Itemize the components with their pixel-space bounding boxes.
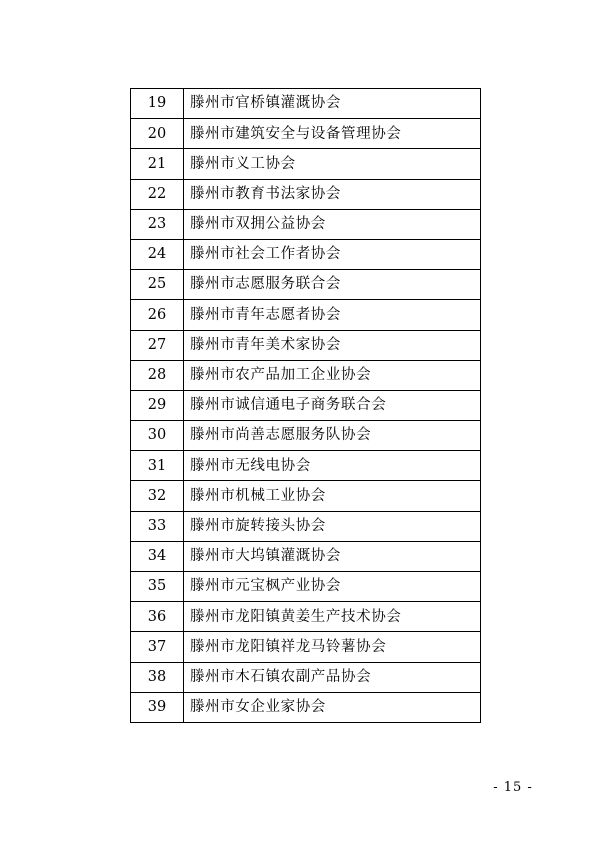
row-number-cell: 30 <box>131 421 184 451</box>
row-number-cell: 24 <box>131 239 184 269</box>
row-number-cell: 21 <box>131 149 184 179</box>
association-name-cell: 滕州市农产品加工企业协会 <box>184 360 481 390</box>
row-number-cell: 34 <box>131 541 184 571</box>
row-number-cell: 33 <box>131 511 184 541</box>
table-row <box>131 270 481 300</box>
table-row <box>131 179 481 209</box>
association-name-cell: 滕州市义工协会 <box>184 149 481 179</box>
table-row <box>131 421 481 451</box>
table-row <box>131 662 481 692</box>
association-name-cell: 滕州市青年美术家协会 <box>184 330 481 360</box>
association-table-body <box>131 89 481 723</box>
table-row <box>131 360 481 390</box>
page-number: - 15 - <box>493 780 533 795</box>
association-name-cell: 滕州市大坞镇灌溉协会 <box>184 541 481 571</box>
row-number-cell: 23 <box>131 209 184 239</box>
row-number-cell: 36 <box>131 602 184 632</box>
table-row <box>131 572 481 602</box>
association-name-cell: 滕州市龙阳镇祥龙马铃薯协会 <box>184 632 481 662</box>
row-number-cell: 32 <box>131 481 184 511</box>
row-number-cell: 25 <box>131 270 184 300</box>
association-name-cell: 滕州市教育书法家协会 <box>184 179 481 209</box>
row-number-cell: 20 <box>131 119 184 149</box>
table-row <box>131 541 481 571</box>
association-name-cell: 滕州市志愿服务联合会 <box>184 270 481 300</box>
association-name-cell: 滕州市建筑安全与设备管理协会 <box>184 119 481 149</box>
row-number-cell: 39 <box>131 692 184 722</box>
table-row <box>131 632 481 662</box>
association-name-cell: 滕州市尚善志愿服务队协会 <box>184 421 481 451</box>
row-number-cell: 22 <box>131 179 184 209</box>
row-number-cell: 28 <box>131 360 184 390</box>
association-name-cell: 滕州市诚信通电子商务联合会 <box>184 390 481 420</box>
row-number-cell: 38 <box>131 662 184 692</box>
table-row <box>131 511 481 541</box>
association-name-cell: 滕州市青年志愿者协会 <box>184 300 481 330</box>
row-number-cell: 37 <box>131 632 184 662</box>
association-name-cell: 滕州市机械工业协会 <box>184 481 481 511</box>
association-name-cell: 滕州市元宝枫产业协会 <box>184 572 481 602</box>
table-row <box>131 481 481 511</box>
table-row <box>131 451 481 481</box>
row-number-cell: 29 <box>131 390 184 420</box>
association-name-cell: 滕州市双拥公益协会 <box>184 209 481 239</box>
table-row <box>131 89 481 119</box>
table-row <box>131 602 481 632</box>
association-name-cell: 滕州市社会工作者协会 <box>184 239 481 269</box>
row-number-cell: 26 <box>131 300 184 330</box>
association-name-cell: 滕州市女企业家协会 <box>184 692 481 722</box>
row-number-cell: 27 <box>131 330 184 360</box>
row-number-cell: 31 <box>131 451 184 481</box>
association-name-cell: 滕州市旋转接头协会 <box>184 511 481 541</box>
table-row <box>131 149 481 179</box>
table-row <box>131 209 481 239</box>
row-number-cell: 35 <box>131 572 184 602</box>
table-row <box>131 239 481 269</box>
row-number-cell: 19 <box>131 89 184 119</box>
table-row <box>131 390 481 420</box>
table-row <box>131 330 481 360</box>
table-row <box>131 119 481 149</box>
association-name-cell: 滕州市无线电协会 <box>184 451 481 481</box>
table-row <box>131 300 481 330</box>
association-table <box>130 88 481 723</box>
association-name-cell: 滕州市官桥镇灌溉协会 <box>184 89 481 119</box>
association-name-cell: 滕州市木石镇农副产品协会 <box>184 662 481 692</box>
table-row <box>131 692 481 722</box>
association-name-cell: 滕州市龙阳镇黄姜生产技术协会 <box>184 602 481 632</box>
